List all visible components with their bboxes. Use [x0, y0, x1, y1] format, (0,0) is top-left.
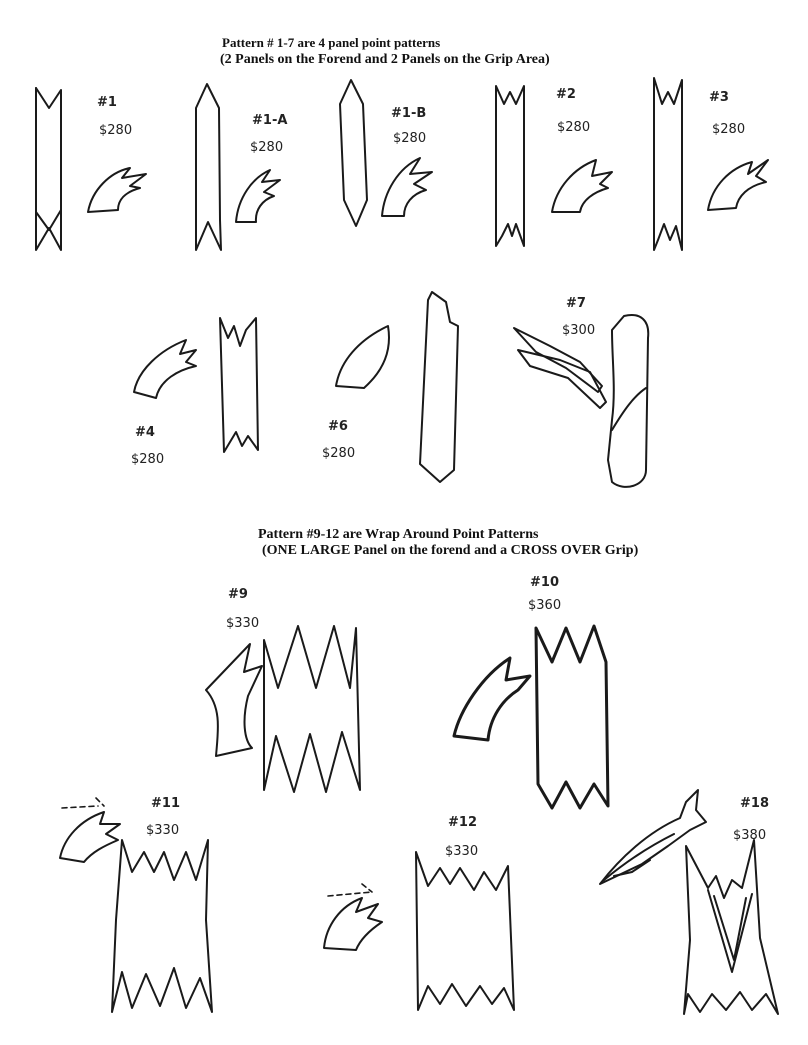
pattern-price-12: $330 — [445, 844, 479, 859]
pattern-label-18: #18 — [740, 796, 769, 811]
pattern-label-6: #6 — [328, 419, 348, 434]
pattern-price-9: $330 — [226, 616, 260, 631]
pattern-price-3: $280 — [712, 122, 746, 137]
pattern-9-drawing — [206, 626, 360, 792]
pattern-1-drawing — [36, 88, 146, 250]
pattern-label-10: #10 — [530, 575, 559, 590]
pattern-price-18: $380 — [733, 828, 767, 843]
pattern-label-4: #4 — [135, 425, 155, 440]
pattern-4-drawing — [134, 318, 258, 452]
pattern-price-6: $280 — [322, 446, 356, 461]
section1-heading: Pattern # 1-7 are 4 panel point patterns — [222, 35, 441, 50]
pattern-label-1a: #1-A — [252, 113, 288, 128]
pattern-2-drawing — [496, 86, 612, 246]
pattern-price-10: $360 — [528, 598, 562, 613]
section1-subheading: (2 Panels on the Forend and 2 Panels on the Grip Area) — [220, 52, 550, 67]
pattern-11-drawing — [60, 798, 212, 1012]
pattern-12-drawing — [324, 852, 514, 1010]
pattern-label-12: #12 — [448, 815, 477, 830]
pattern-price-1a: $280 — [250, 140, 284, 155]
pattern-price-1: $280 — [99, 123, 133, 138]
pattern-6-drawing — [336, 292, 458, 482]
pattern-3-drawing — [654, 78, 768, 250]
pattern-price-11: $330 — [146, 823, 180, 838]
pattern-label-2: #2 — [556, 87, 576, 102]
pattern-label-1b: #1-B — [391, 106, 427, 121]
pattern-label-9: #9 — [228, 587, 248, 602]
pattern-label-3: #3 — [709, 90, 729, 105]
section2-subheading: (ONE LARGE Panel on the forend and a CROSS OVER Grip) — [262, 543, 639, 558]
pattern-1a-drawing — [196, 84, 280, 250]
pattern-label-1: #1 — [97, 95, 117, 110]
pattern-price-7: $300 — [562, 323, 596, 338]
pattern-1b-drawing — [340, 80, 432, 226]
pattern-price-1b: $280 — [393, 131, 427, 146]
pattern-10-drawing — [454, 626, 608, 808]
pattern-label-7: #7 — [566, 296, 586, 311]
pattern-price-4: $280 — [131, 452, 165, 467]
pattern-price-2: $280 — [557, 120, 591, 135]
pattern-18-drawing — [600, 790, 778, 1014]
pattern-7-drawing — [514, 315, 648, 487]
section2-heading: Pattern #9-12 are Wrap Around Point Patterns — [258, 527, 539, 542]
pattern-label-11: #11 — [151, 796, 180, 811]
